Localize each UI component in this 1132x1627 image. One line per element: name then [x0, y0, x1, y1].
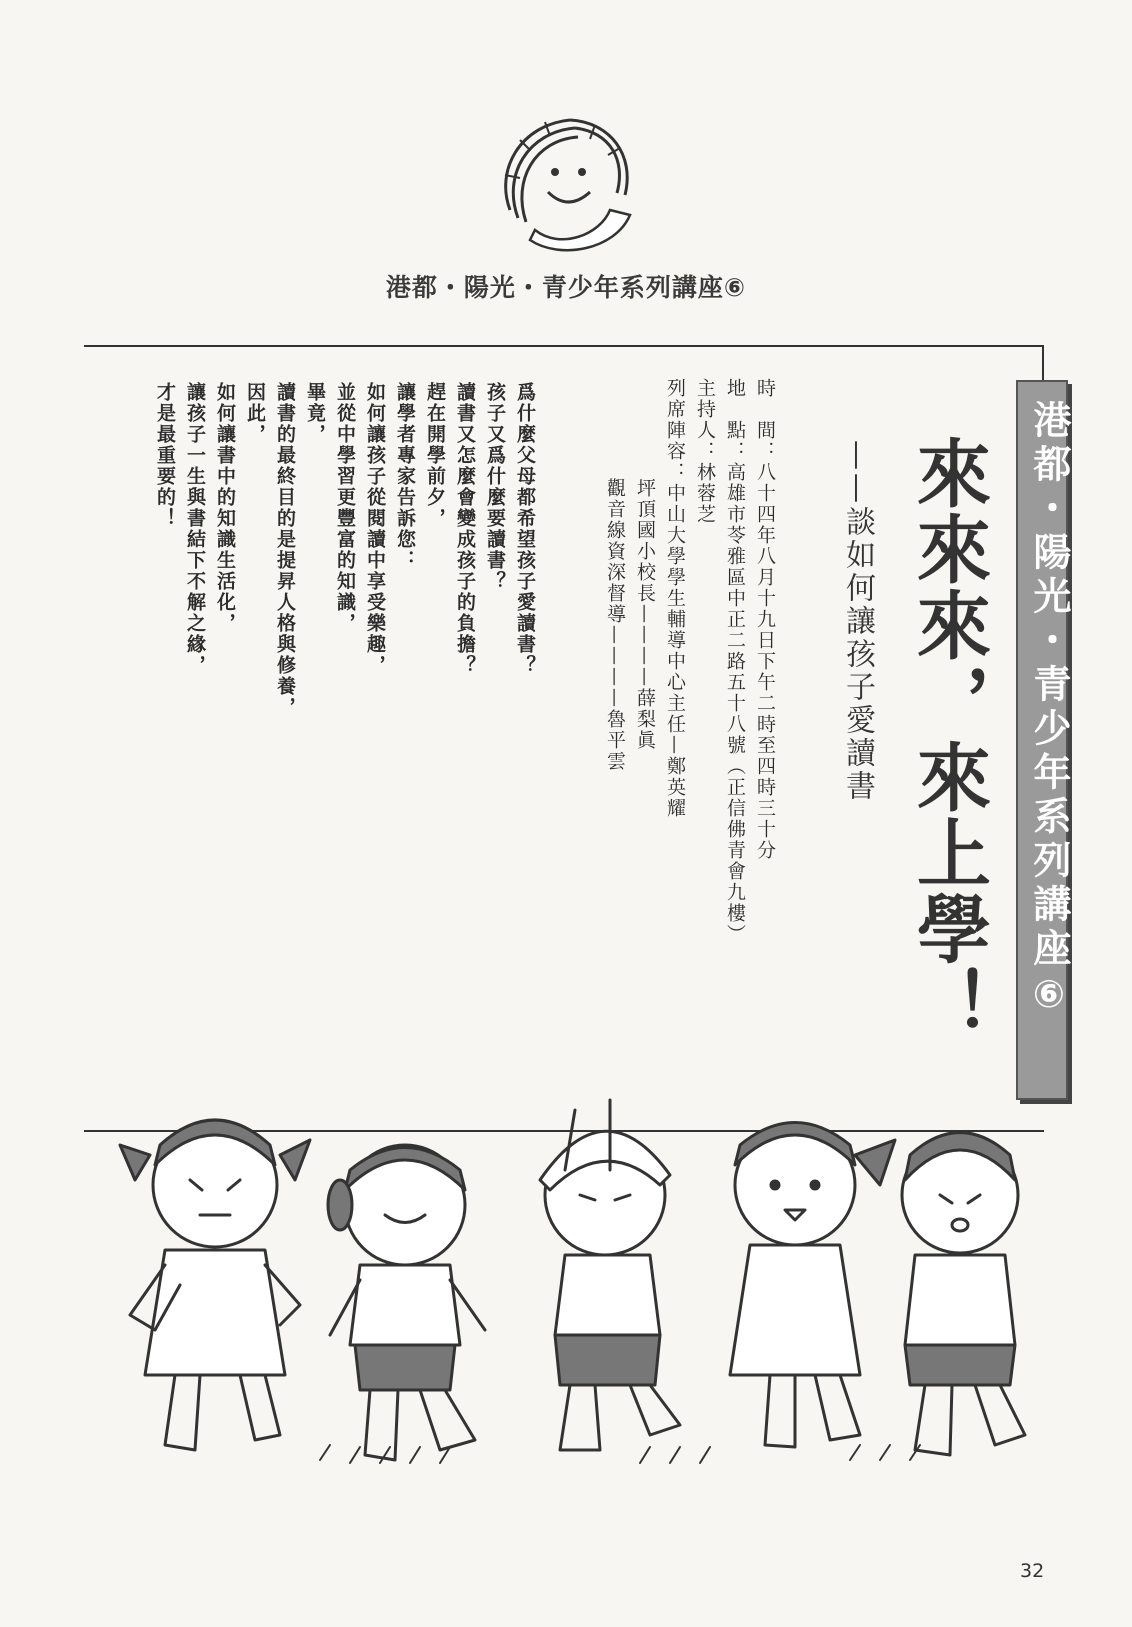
info-time: 時 間：八十四年八月十九日下午二時至四時三十分 — [754, 378, 776, 861]
subtitle: ——談如何讓孩子愛讀書 — [840, 440, 875, 803]
sun-logo-icon — [490, 110, 640, 260]
info-place: 地 點：高雄市苓雅區中正二路五十八號（正信佛青會九樓） — [724, 378, 746, 945]
intro-line: 孩子又爲什麼要讀書？ — [484, 382, 506, 592]
intro-line: 如何讓孩子從閱讀中享受樂趣， — [364, 382, 386, 676]
intro-line: 因此， — [244, 382, 266, 445]
children-walking-illustration — [80, 1085, 1040, 1475]
main-title: 來來來，來上學！ — [905, 435, 991, 1043]
intro-line: 畢竟， — [304, 382, 326, 445]
header-series-title: 港都・陽光・青少年系列講座⑥ — [385, 273, 747, 302]
intro-line: 並從中學習更豐富的知識， — [334, 382, 356, 634]
series-band — [1016, 380, 1071, 1100]
series-band-text: 港都・陽光・青少年系列講座⑥ — [1027, 400, 1071, 1022]
intro-line: 讓孩子一生與書結下不解之緣， — [184, 382, 206, 676]
intro-line: 讀書又怎麼會變成孩子的負擔？ — [454, 382, 476, 676]
top-divider — [84, 345, 1044, 347]
intro-line: 如何讓書中的知識生活化， — [214, 382, 236, 634]
info-panel: 列席陣容：中山大學學生輔導中心主任—鄭英耀 — [664, 378, 686, 819]
info-panel-3: 觀音線資深督導————魯平雲 — [604, 478, 626, 772]
intro-line: 才是最重要的！ — [154, 382, 176, 529]
intro-line: 讀書的最終目的是提昇人格與修養， — [274, 382, 296, 718]
info-host: 主持人：林蓉芝 — [694, 378, 716, 525]
intro-line: 讓學者專家告訴您： — [394, 382, 416, 571]
vertical-divider — [1042, 345, 1044, 380]
intro-line: 爲什麼父母都希望孩子愛讀書？ — [514, 382, 536, 676]
intro-line: 趕在開學前夕， — [424, 382, 446, 529]
info-panel-2: 坪頂國小校長————薛梨眞 — [634, 478, 656, 751]
page-number: 32 — [1020, 1560, 1045, 1582]
